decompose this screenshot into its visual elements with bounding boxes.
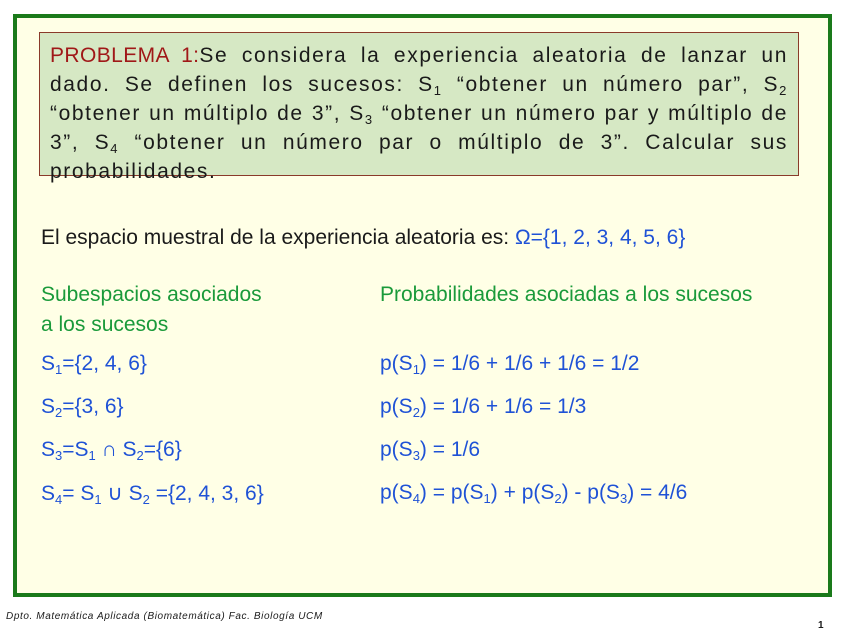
probability-term: ) - p(S: [561, 481, 620, 504]
subscript: 4: [412, 491, 420, 506]
set-symbol: S: [41, 482, 56, 505]
subspaces-heading-line1: Subespacios asociados: [41, 283, 262, 306]
probability-term: ) = 1/6 + 1/6 + 1/6 = 1/2: [419, 352, 640, 375]
subscript: 2: [412, 405, 420, 420]
problem-text: “obtener un número par”, S: [442, 73, 780, 96]
set-definition: = S: [62, 482, 95, 505]
sample-space-value: Ω={1, 2, 3, 4, 5, 6}: [514, 226, 686, 249]
subspace-s1: [41, 352, 147, 376]
subscript: 3: [364, 112, 374, 127]
problem-label: PROBLEMA 1:: [50, 44, 200, 67]
subscript: 2: [136, 448, 144, 463]
subspace-s2: [41, 395, 124, 419]
intersection-term: ∩ S: [95, 438, 137, 461]
probability-term: p(S: [380, 352, 413, 375]
probabilities-heading: Probabilidades asociadas a los sucesos: [380, 283, 753, 306]
subscript: 4: [110, 141, 120, 156]
subscript: 2: [142, 492, 150, 507]
subscript: 1: [433, 83, 443, 98]
subscript: 4: [55, 492, 63, 507]
probability-term: p(S: [380, 395, 413, 418]
union-term: ∪ S: [101, 482, 143, 505]
set-symbol: S: [41, 352, 56, 375]
probability-term: ) + p(S: [490, 481, 555, 504]
page-number: 1: [818, 620, 824, 631]
subspaces-heading-line2: a los sucesos: [41, 313, 169, 336]
subscript: 2: [55, 405, 63, 420]
set-symbol: S: [41, 438, 56, 461]
set-definition: ={2, 4, 3, 6}: [149, 482, 264, 505]
probability-s4: [380, 481, 687, 505]
subscript: 1: [483, 491, 491, 506]
set-definition: ={6}: [143, 438, 182, 461]
subscript: 2: [779, 83, 788, 98]
subscript: 3: [619, 491, 628, 506]
subscript: 3: [55, 448, 63, 463]
probability-term: ) = p(S: [419, 481, 484, 504]
set-definition: =S: [62, 438, 89, 461]
probability-s2: [380, 395, 586, 419]
probability-term: ) = 1/6 + 1/6 = 1/3: [419, 395, 587, 418]
subspace-s4: [41, 481, 264, 506]
subspaces-heading: [41, 280, 262, 340]
subscript: 1: [55, 362, 63, 377]
subspace-s3: [41, 438, 182, 462]
set-definition: ={2, 4, 6}: [62, 352, 147, 375]
subscript: 1: [88, 448, 96, 463]
probability-term: ) = 4/6: [627, 481, 688, 504]
probability-term: p(S: [380, 481, 413, 504]
probability-term: ) = 1/6: [419, 438, 481, 461]
set-definition: ={3, 6}: [62, 395, 124, 418]
problem-text: “obtener un número par o múltiplo de 3”. Calcular sus probabilidades.: [50, 131, 788, 183]
sample-space-prefix: El espacio muestral de la experiencia aleatoria es:: [41, 226, 515, 249]
subscript: 2: [554, 491, 562, 506]
problem-text: Se considera la experiencia aleatoria de lanzar un dado. Se definen los sucesos: S: [50, 44, 788, 96]
problem-text: “obtener un número par y múltiplo de 3”, S: [50, 102, 788, 154]
footer-department: Dpto. Matemática Aplicada (Biomatemática) Fac. Biología UCM: [6, 611, 323, 622]
probability-term: p(S: [380, 438, 413, 461]
probability-s3: [380, 438, 480, 462]
subscript: 1: [94, 492, 102, 507]
probability-s1: [380, 352, 639, 376]
subscript: 1: [412, 362, 420, 377]
subscript: 3: [412, 448, 420, 463]
slide-frame: [13, 14, 832, 597]
set-symbol: S: [41, 395, 56, 418]
problem-text: “obtener un múltiplo de 3”, S: [50, 102, 365, 125]
sample-space-line: [41, 226, 685, 250]
problem-statement-box: [39, 32, 799, 183]
